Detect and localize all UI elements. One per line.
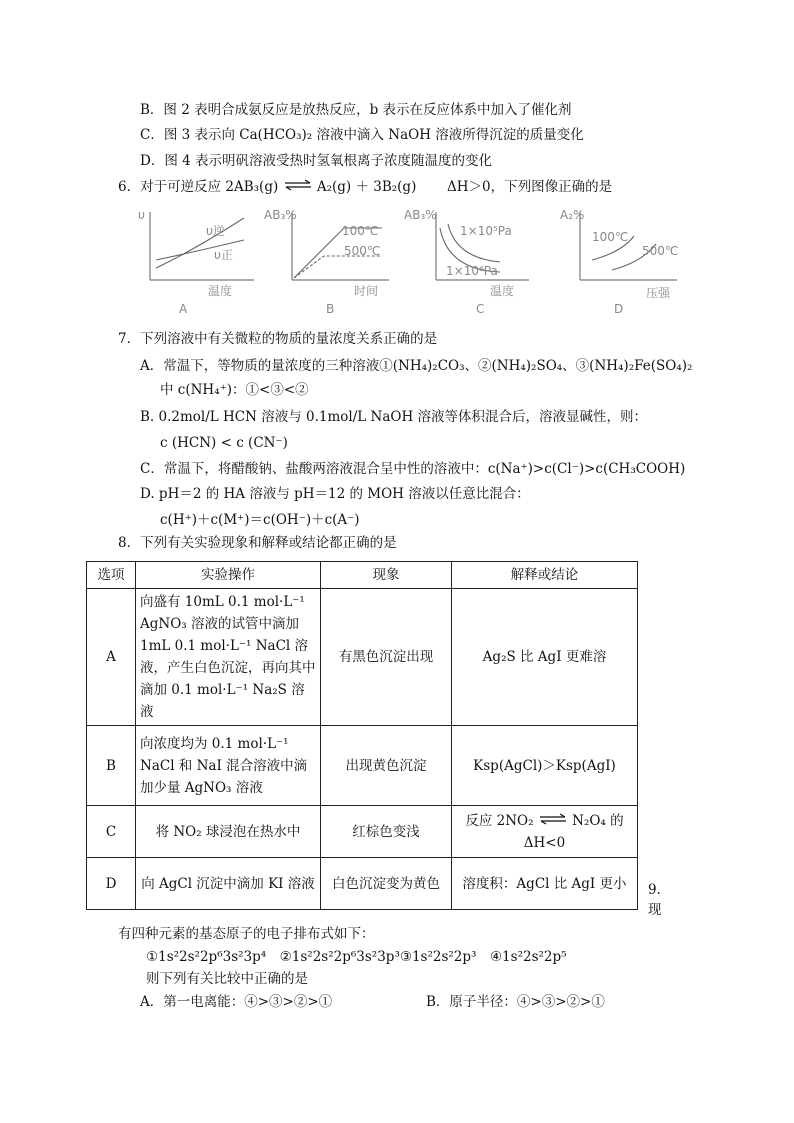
graph-c-xlabel: 温度 (490, 284, 515, 298)
graph-d-xlabel: 压强 (646, 286, 671, 300)
graph-c-ylabel: AB₃% (404, 208, 437, 222)
table-row (87, 589, 638, 726)
row-c-conclusion-part3: ΔH<0 (523, 834, 566, 851)
q6-stem (118, 177, 612, 197)
q7-stem: 7．下列溶液中有关微粒的物质的量浓度关系正确的是 (118, 331, 438, 347)
header-phenomenon: 现象 (321, 562, 452, 589)
row-d-option: D (87, 858, 136, 910)
q7-option-b-line2: c (HCN) < c (CN⁻) (160, 435, 288, 451)
graph-d (552, 208, 682, 318)
graph-a-ylabel: υ (138, 208, 145, 222)
graph-a-xlabel: 温度 (208, 284, 233, 298)
graph-b-curve1: 100℃ (342, 224, 379, 238)
graph-c (404, 208, 534, 318)
graph-b-ylabel: AB₃% (264, 208, 297, 222)
q7-option-a-line1: A．常温下，等物质的量浓度的三种溶液①(NH₄)₂CO₃、②(NH₄)₂SO₄、③(NH₄)₂Fe(SO₄)₂ (140, 358, 693, 374)
row-a-operation: 向盛有 10mL 0.1 mol·L⁻¹ AgNO₃ 溶液的试管中滴加 1mL 0.1 mol·L⁻¹ NaCl 溶液，产生白色沉淀，再向其中滴加 0.1 mol·L⁻¹ Na₂S 溶液 (136, 589, 321, 726)
graph-a (134, 208, 264, 318)
q9-option-b: B．原子半径：④>③>②>① (426, 994, 605, 1010)
q7-option-d-line2: c(H⁺)＋c(M⁺)＝c(OH⁻)＋c(A⁻) (160, 512, 360, 528)
q6-suffix: ΔH＞0，下列图像正确的是 (446, 179, 613, 195)
row-c-phenomenon: 红棕色变浅 (321, 806, 452, 858)
header-conclusion: 解释或结论 (452, 562, 638, 589)
table-row (87, 858, 638, 910)
q6-mid: A₂(g) ＋ 3B₂(g) (316, 179, 417, 195)
q7-option-d-line1: D. pH＝2 的 HA 溶液与 pH＝12 的 MOH 溶液以任意比混合： (140, 486, 530, 502)
q5-option-d: D．图 4 表示明矾溶液受热时氢氧根离子浓度随温度的变化 (140, 153, 492, 169)
graph-d-ylabel: A₂% (560, 208, 585, 222)
graph-b-curve2: 500℃ (344, 244, 381, 258)
q9-ask: 则下列有关比较中正确的是 (146, 971, 308, 987)
header-option: 选项 (87, 562, 136, 589)
graph-d-letter: D (614, 302, 624, 316)
q8-table (86, 561, 638, 910)
row-a-phenomenon: 有黑色沉淀出现 (321, 589, 452, 726)
q7-option-a-line2: 中 c(NH₄⁺)：①<③<② (160, 382, 309, 398)
graph-d-curve1: 100℃ (592, 230, 629, 244)
q8-stem: 8．下列有关实验现象和解释或结论都正确的是 (118, 535, 397, 551)
row-c-conclusion (452, 806, 638, 858)
table-row (87, 726, 638, 806)
q5-option-b: B．图 2 表明合成氨反应是放热反应，b 表示在反应体系中加入了催化剂 (140, 102, 572, 118)
header-operation: 实验操作 (136, 562, 321, 589)
row-b-option: B (87, 726, 136, 806)
row-a-conclusion: Ag₂S 比 AgI 更难溶 (452, 589, 638, 726)
q9-number: 9． (648, 882, 671, 898)
q9-configs: ①1s²2s²2p⁶3s²3p⁴ ②1s²2s²2p⁶3s²3p³③1s²2s²2p³ ④1s²2s²2p⁵ (146, 949, 567, 965)
q9-stem: 有四种元素的基态原子的电子排布式如下： (118, 926, 375, 942)
row-b-phenomenon: 出现黄色沉淀 (321, 726, 452, 806)
row-b-operation: 向浓度均为 0.1 mol·L⁻¹ NaCl 和 NaI 混合溶液中滴加少量 AgNO₃ 溶液 (136, 726, 321, 806)
q7-option-c: C．常温下，将醋酸钠、盐酸两溶液混合呈中性的溶液中：c(Na⁺)>c(Cl⁻)>c(CH₃COOH) (140, 461, 686, 477)
row-a-option: A (87, 589, 136, 726)
graph-b-xlabel: 时间 (354, 284, 379, 298)
row-b-conclusion: Ksp(AgCl)＞Ksp(AgI) (452, 726, 638, 806)
q5-option-c: C．图 3 表示向 Ca(HCO₃)₂ 溶液中滴入 NaOH 溶液所得沉淀的质量变化 (140, 127, 584, 143)
row-c-conclusion-part2: N₂O₄ 的 (572, 812, 624, 829)
graph-b-letter: B (326, 302, 335, 316)
row-d-conclusion: 溶度积：AgCl 比 AgI 更小 (452, 858, 638, 910)
row-c-operation: 将 NO₂ 球浸泡在热水中 (136, 806, 321, 858)
graph-a-curve2: υ正 (214, 248, 233, 262)
table-header-row (87, 562, 638, 589)
graph-a-letter: A (179, 302, 188, 316)
equilibrium-arrow-icon (538, 810, 568, 832)
row-c-conclusion-part1: 反应 2NO₂ (465, 812, 534, 829)
graph-a-curve1: υ逆 (206, 224, 225, 238)
graph-c-letter: C (476, 302, 485, 316)
q6-prefix: 6．对于可逆反应 2AB₃(g) (118, 179, 279, 195)
table-row (87, 806, 638, 858)
row-c-option: C (87, 806, 136, 858)
q7-option-b-line1: B. 0.2mol/L HCN 溶液与 0.1mol/L NaOH 溶液等体积混合后，溶液显碱性，则： (140, 409, 648, 425)
graph-c-curve2: 1×10⁶Pa (446, 264, 498, 278)
graph-b (264, 208, 394, 318)
q9-number-cont: 现 (648, 902, 662, 918)
graph-a-plot (134, 208, 264, 298)
equilibrium-arrow-icon (283, 177, 313, 197)
row-d-operation: 向 AgCl 沉淀中滴加 KI 溶液 (136, 858, 321, 910)
graph-c-curve1: 1×10⁵Pa (460, 224, 512, 238)
row-d-phenomenon: 白色沉淀变为黄色 (321, 858, 452, 910)
graph-d-curve2: 500℃ (642, 244, 679, 258)
q9-option-a: A．第一电离能：④>③>②>① (140, 994, 333, 1010)
